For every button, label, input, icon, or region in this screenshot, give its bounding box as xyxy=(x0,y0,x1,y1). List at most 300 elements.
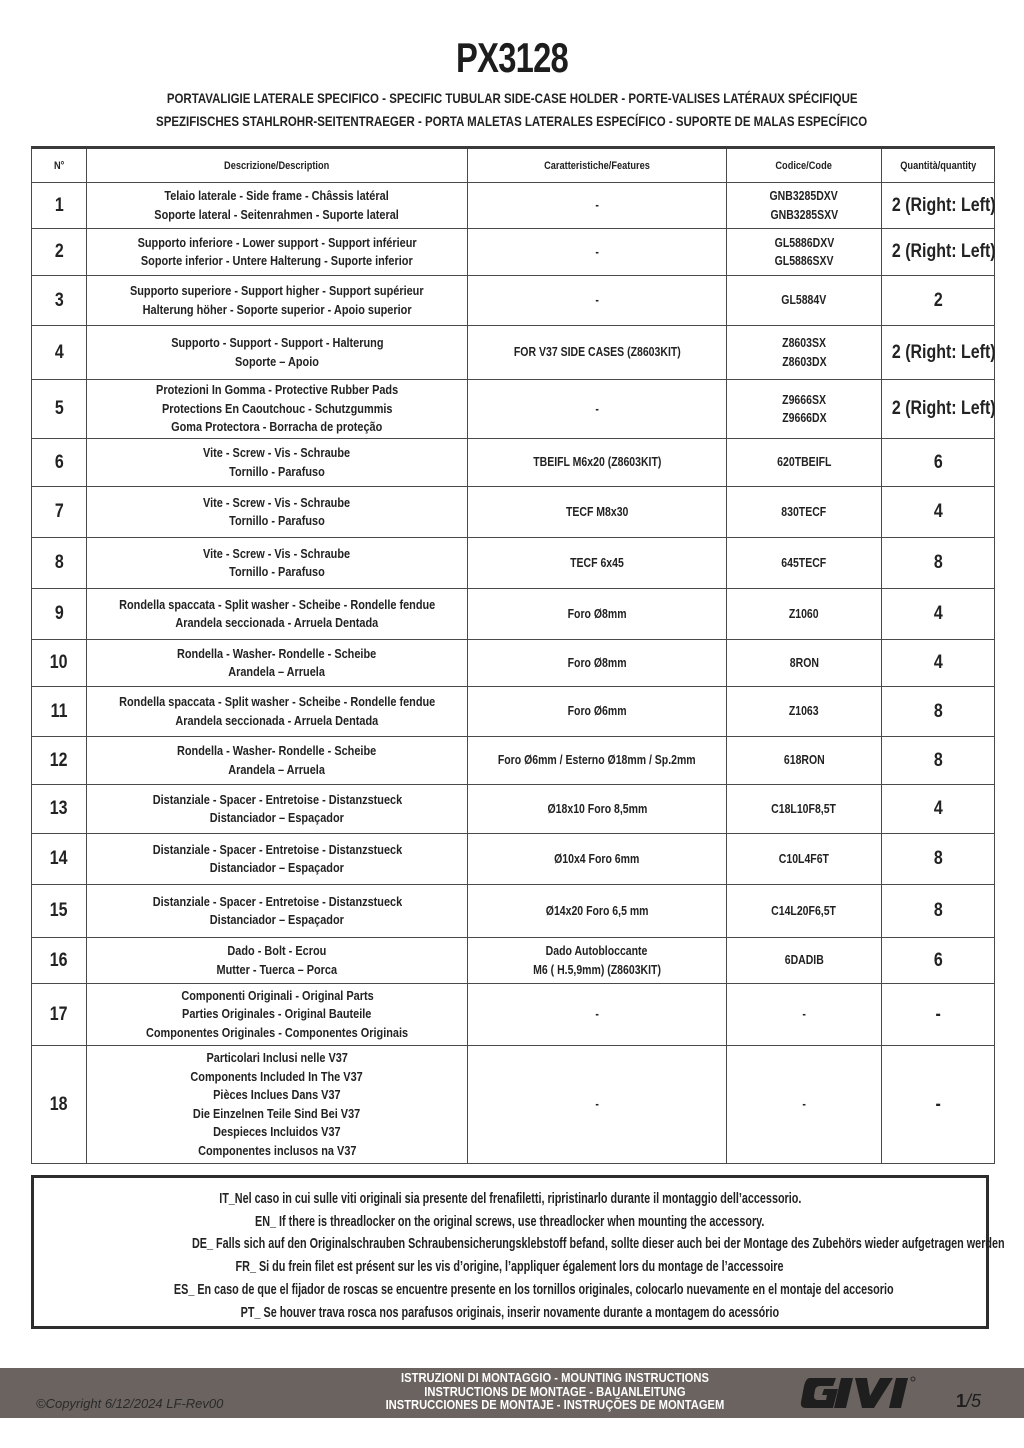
cell-quantity xyxy=(882,380,995,439)
cell-number xyxy=(32,1046,87,1164)
description-text: Vite - Screw - Vis - Schraube xyxy=(203,545,351,561)
features-text: Foro Ø6mm / Esterno Ø18mm / Sp.2mm xyxy=(498,753,696,768)
page-current: 1 xyxy=(956,1391,967,1411)
cell-description xyxy=(87,640,468,687)
description-text: Distanciador – Espaçador xyxy=(209,912,345,927)
table-row xyxy=(32,276,995,326)
cell-code xyxy=(727,1046,882,1164)
parts-table-body xyxy=(32,183,995,1164)
description-text: Halterung höher - Soporte superior - Apoio superior xyxy=(142,301,412,317)
cell-features xyxy=(468,785,727,834)
cell-quantity xyxy=(882,938,995,984)
subtitle-line-1 xyxy=(0,89,1024,107)
table-row xyxy=(32,538,995,589)
code-text: Z8603DX xyxy=(781,354,827,369)
description-line xyxy=(87,1105,467,1124)
cell-number xyxy=(32,737,87,785)
cell-quantity xyxy=(882,276,995,326)
description-text: Componenti Originali - Original Parts xyxy=(180,987,374,1003)
cell-number xyxy=(32,785,87,834)
description-line xyxy=(87,563,467,582)
code-line xyxy=(727,605,881,624)
features-text: - xyxy=(595,1007,599,1022)
table-row xyxy=(32,938,995,984)
cell-quantity xyxy=(882,326,995,380)
cell-description xyxy=(87,380,468,439)
features-text: Dado Autobloccante xyxy=(546,944,648,958)
features-line xyxy=(468,654,726,673)
features-line xyxy=(468,1005,726,1024)
description-line xyxy=(87,353,467,372)
cell-features xyxy=(468,938,727,984)
code-text: GNB3285DXV xyxy=(769,189,839,203)
description-line xyxy=(87,1024,467,1043)
description-line xyxy=(87,1142,467,1161)
document-title: PX3128 xyxy=(456,34,568,81)
features-line xyxy=(468,243,726,262)
cell-features xyxy=(468,589,727,640)
cell-quantity xyxy=(882,589,995,640)
item-number: 7 xyxy=(54,501,64,522)
features-text: FOR V37 SIDE CASES (Z8603KIT) xyxy=(513,345,681,360)
description-text: Components Included In The V37 xyxy=(190,1068,364,1084)
cell-description xyxy=(87,687,468,737)
description-line xyxy=(87,712,467,731)
description-text: Goma Protectora - Borracha de proteção xyxy=(171,419,383,435)
description-line xyxy=(87,911,467,930)
features-line xyxy=(468,291,726,310)
instructions-line-1 xyxy=(340,1371,770,1385)
code-text: Z9666DX xyxy=(781,411,827,425)
note-pt-text: PT_ Se houver trava rosca nos parafusos originais, inserir novamente durante a montagem do acessório xyxy=(240,1303,780,1321)
description-line xyxy=(87,742,467,761)
description-text: Rondella - Washer- Rondelle - Scheibe xyxy=(177,645,377,661)
description-line xyxy=(87,1086,467,1105)
code-line xyxy=(727,800,881,819)
description-line xyxy=(87,252,467,271)
cell-description xyxy=(87,183,468,229)
cell-quantity xyxy=(882,785,995,834)
header-code xyxy=(727,148,882,183)
quantity: 8 xyxy=(933,700,943,722)
features-line xyxy=(468,902,726,921)
cell-features xyxy=(468,183,727,229)
description-line xyxy=(87,791,467,810)
description-text: Parties Originales - Original Bauteile xyxy=(182,1006,372,1022)
cell-features xyxy=(468,687,727,737)
description-text: Rondella spaccata - Split washer - Scheibe - Rondelle fendue xyxy=(118,596,436,612)
features-text: Foro Ø8mm xyxy=(567,655,627,670)
item-number: 18 xyxy=(50,1093,68,1115)
table-row xyxy=(32,326,995,380)
subtitle-line-2 xyxy=(0,112,1024,130)
page-number xyxy=(956,1391,981,1412)
cell-features xyxy=(468,640,727,687)
code-line xyxy=(727,751,881,770)
code-text: Z1060 xyxy=(789,606,819,621)
code-line xyxy=(727,252,881,271)
features-line xyxy=(468,850,726,869)
features-text: M6 ( H.5,9mm) (Z8603KIT) xyxy=(533,962,661,977)
cell-code xyxy=(727,276,882,326)
description-line xyxy=(87,859,467,878)
cell-number xyxy=(32,687,87,737)
table-row xyxy=(32,984,995,1046)
cell-description xyxy=(87,589,468,640)
cell-features xyxy=(468,737,727,785)
code-text: 830TECF xyxy=(781,504,827,519)
features-line xyxy=(468,751,726,770)
header-features xyxy=(468,148,727,183)
description-line xyxy=(87,961,467,980)
features-text: TECF 6x45 xyxy=(570,555,624,570)
code-line xyxy=(727,206,881,225)
description-text: Supporto superiore - Support higher - Support supérieur xyxy=(130,283,424,298)
cell-quantity xyxy=(882,687,995,737)
cell-description xyxy=(87,834,468,885)
code-text: GNB3285SXV xyxy=(770,207,838,222)
item-number: 15 xyxy=(50,900,68,921)
givi-logo-icon xyxy=(800,1374,918,1410)
table-row xyxy=(32,885,995,938)
features-text: Foro Ø8mm xyxy=(567,606,627,621)
cell-features xyxy=(468,984,727,1046)
cell-code xyxy=(727,687,882,737)
footer-bar xyxy=(0,1368,1024,1418)
cell-description xyxy=(87,785,468,834)
features-line xyxy=(468,702,726,721)
description-text: Rondella - Washer- Rondelle - Scheibe xyxy=(177,743,377,758)
features-text: Ø18x10 Foro 8,5mm xyxy=(547,801,647,816)
description-line xyxy=(87,282,467,301)
quantity: 8 xyxy=(933,552,943,573)
cell-code xyxy=(727,229,882,276)
item-number: 8 xyxy=(54,552,64,573)
description-text: Componentes Originales - Componentes Originais xyxy=(145,1024,409,1040)
table-row xyxy=(32,380,995,439)
table-row xyxy=(32,487,995,538)
cell-number xyxy=(32,538,87,589)
description-text: Distanziale - Spacer - Entretoise - Distanzstueck xyxy=(152,893,402,909)
description-text: Supporto inferiore - Lower support - Support inférieur xyxy=(137,234,417,250)
item-number: 12 xyxy=(50,749,68,771)
cell-number xyxy=(32,487,87,538)
table-row xyxy=(32,785,995,834)
description-line xyxy=(87,893,467,912)
cell-code xyxy=(727,326,882,380)
code-text: - xyxy=(802,1097,806,1112)
cell-code xyxy=(727,984,882,1046)
table-row xyxy=(32,183,995,229)
description-text: Pièces Inclues Dans V37 xyxy=(213,1087,341,1102)
features-line xyxy=(468,453,726,472)
quantity: 4 xyxy=(933,652,943,673)
table-row xyxy=(32,687,995,737)
note-it xyxy=(34,1188,986,1211)
item-number: 10 xyxy=(50,652,68,673)
code-line xyxy=(727,334,881,353)
item-number: 11 xyxy=(50,700,68,722)
description-line xyxy=(87,444,467,463)
quantity: 8 xyxy=(933,900,943,921)
description-text: Distanziale - Spacer - Entretoise - Distanzstueck xyxy=(152,791,402,807)
item-number: 17 xyxy=(50,1003,68,1025)
description-line xyxy=(87,1049,467,1068)
instructions-line-3 xyxy=(340,1398,770,1412)
cell-quantity xyxy=(882,487,995,538)
cell-code xyxy=(727,640,882,687)
description-line xyxy=(87,512,467,531)
quantity: 2 (Right: Left) xyxy=(891,241,996,262)
table-row xyxy=(32,589,995,640)
cell-number xyxy=(32,229,87,276)
cell-description xyxy=(87,487,468,538)
instructions-line-2 xyxy=(340,1385,770,1399)
code-text: Z9666SX xyxy=(782,392,826,407)
quantity: 2 (Right: Left) xyxy=(891,194,996,216)
item-number: 4 xyxy=(54,341,64,363)
cell-quantity xyxy=(882,538,995,589)
quantity: - xyxy=(935,1093,941,1115)
note-pt xyxy=(34,1302,986,1325)
description-line xyxy=(87,206,467,225)
cell-code xyxy=(727,589,882,640)
cell-features xyxy=(468,439,727,487)
description-line xyxy=(87,987,467,1006)
code-line xyxy=(727,234,881,253)
features-text: - xyxy=(595,293,599,308)
code-line xyxy=(727,951,881,970)
code-text: 6DADIB xyxy=(784,953,824,968)
description-text: Distanciador – Espaçador xyxy=(209,810,345,825)
code-text: 620TBEIFL xyxy=(776,455,832,470)
cell-features xyxy=(468,1046,727,1164)
code-text: C18L10F8,5T xyxy=(771,801,837,816)
code-text: GL5884V xyxy=(781,293,827,308)
note-en-text: EN_ If there is threadlocker on the original screws, use threadlocker when mounting the accessory. xyxy=(255,1212,765,1230)
description-text: Tornillo - Parafuso xyxy=(229,463,325,479)
description-line xyxy=(87,663,467,682)
code-text: - xyxy=(802,1007,806,1022)
description-line xyxy=(87,942,467,961)
cell-code xyxy=(727,737,882,785)
note-it-text: IT_Nel caso in cui sulle viti originali sia presente del frenafiletti, ripristinarlo durante il montaggio dell’accessorio. xyxy=(218,1190,802,1207)
cell-features xyxy=(468,380,727,439)
cell-number xyxy=(32,439,87,487)
item-number: 14 xyxy=(50,848,68,869)
code-text: C10L4F6T xyxy=(778,851,830,866)
note-fr-text: FR_ Si du frein filet est présent sur les vis d’origine, l’appliquer également lors du montage de l’accessoire xyxy=(236,1258,784,1276)
cell-features xyxy=(468,276,727,326)
description-line xyxy=(87,334,467,353)
description-text: Soporte – Apoio xyxy=(235,353,319,369)
features-line xyxy=(468,196,726,215)
description-line xyxy=(87,301,467,320)
description-line xyxy=(87,494,467,513)
cell-quantity xyxy=(882,885,995,938)
code-line xyxy=(727,902,881,921)
item-number: 1 xyxy=(54,194,64,216)
code-line xyxy=(727,409,881,428)
page-total: /5 xyxy=(966,1391,982,1411)
cell-quantity xyxy=(882,1046,995,1164)
description-text: Telaio laterale - Side frame - Châssis latéral xyxy=(164,188,390,203)
cell-description xyxy=(87,737,468,785)
code-text: Z1063 xyxy=(789,704,819,719)
quantity: 8 xyxy=(933,749,943,771)
description-line xyxy=(87,614,467,633)
description-text: Arandela – Arruela xyxy=(228,761,326,777)
cell-description xyxy=(87,276,468,326)
code-text: 8RON xyxy=(789,655,819,670)
code-text: Z8603SX xyxy=(782,336,826,350)
cell-number xyxy=(32,885,87,938)
description-line xyxy=(87,693,467,712)
code-text: GL5886DXV xyxy=(774,235,834,250)
cell-quantity xyxy=(882,229,995,276)
item-number: 3 xyxy=(54,289,64,311)
features-text: - xyxy=(595,401,599,416)
description-line xyxy=(87,596,467,615)
quantity: 6 xyxy=(933,949,943,971)
features-line xyxy=(468,605,726,624)
description-line xyxy=(87,400,467,419)
description-text: Distanciador – Espaçador xyxy=(209,860,345,875)
cell-number xyxy=(32,589,87,640)
cell-description xyxy=(87,885,468,938)
description-text: Die Einzelnen Teile Sind Bei V37 xyxy=(193,1105,361,1121)
description-text: Dado - Bolt - Ecrou xyxy=(227,943,327,958)
subtitle-line-2-text: SPEZIFISCHES STAHLROHR-SEITENTRAEGER - PORTA MALETAS LATERALES ESPECÍFICO - SUPORTE DE MALAS ESPECÍFICO xyxy=(156,113,868,129)
code-text: 618RON xyxy=(783,753,825,768)
header-code-text: Codice/Code xyxy=(775,159,833,172)
features-text: - xyxy=(595,1097,599,1112)
description-line xyxy=(87,187,467,206)
quantity: - xyxy=(935,1003,941,1025)
quantity: 2 (Right: Left) xyxy=(891,341,996,363)
features-text: - xyxy=(595,244,599,259)
features-text: TECF M8x30 xyxy=(565,504,629,519)
cell-number xyxy=(32,984,87,1046)
description-text: Mutter - Tuerca – Porca xyxy=(216,961,338,977)
description-text: Arandela seccionada - Arruela Dentada xyxy=(175,615,379,630)
quantity: 8 xyxy=(933,848,943,869)
description-text: Vite - Screw - Vis - Schraube xyxy=(203,494,351,510)
code-line xyxy=(727,1005,881,1024)
description-line xyxy=(87,1068,467,1087)
table-row xyxy=(32,229,995,276)
subtitle-line-1-text: PORTAVALIGIE LATERALE SPECIFICO - SPECIFIC TUBULAR SIDE-CASE HOLDER - PORTE-VALISES LATÉRAUX SPÉCIFIQUE xyxy=(166,90,858,106)
code-text: 645TECF xyxy=(781,555,827,570)
cell-description xyxy=(87,538,468,589)
features-text: TBEIFL M6x20 (Z8603KIT) xyxy=(532,455,662,470)
instructions-line-2-text: INSTRUCTIONS DE MONTAGE - BAUANLEITUNG xyxy=(424,1383,686,1399)
header-description-text: Descrizione/Description xyxy=(224,159,330,172)
features-text: Foro Ø6mm xyxy=(567,704,627,719)
copyright: ©Copyright 6/12/2024 LF-Rev00 xyxy=(36,1396,224,1411)
table-row xyxy=(32,737,995,785)
code-text: GL5886SXV xyxy=(774,254,834,268)
description-line xyxy=(87,841,467,860)
code-line xyxy=(727,1095,881,1114)
note-de xyxy=(34,1233,1005,1256)
cell-code xyxy=(727,885,882,938)
features-line xyxy=(468,800,726,819)
header-features-text: Caratteristiche/Features xyxy=(544,159,650,172)
code-line xyxy=(727,503,881,522)
cell-description xyxy=(87,984,468,1046)
cell-features xyxy=(468,326,727,380)
code-line xyxy=(727,654,881,673)
description-text: Vite - Screw - Vis - Schraube xyxy=(203,445,351,460)
table-row xyxy=(32,640,995,687)
features-line xyxy=(468,942,726,961)
parts-table xyxy=(31,146,995,1164)
cell-number xyxy=(32,276,87,326)
cell-features xyxy=(468,885,727,938)
note-de-text: DE_ Falls sich auf den Originalschrauben Schraubensicherungsklebstoff befand, sollte dieser auch bei der Montage des Zubehörs wieder aufgetragen werden xyxy=(192,1235,1005,1253)
item-number: 9 xyxy=(54,603,64,624)
item-number: 13 xyxy=(50,798,68,819)
cell-code xyxy=(727,834,882,885)
cell-number xyxy=(32,834,87,885)
item-number: 2 xyxy=(54,241,64,262)
note-es-text: ES_ En caso de que el fijador de roscas se encuentre presente en los tornillos originales, colocarlo nuevamente en el montaje del accesorio xyxy=(173,1280,894,1298)
cell-code xyxy=(727,538,882,589)
cell-number xyxy=(32,326,87,380)
cell-quantity xyxy=(882,834,995,885)
cell-number xyxy=(32,640,87,687)
description-line xyxy=(87,645,467,664)
table-row xyxy=(32,834,995,885)
cell-code xyxy=(727,183,882,229)
instructions-line-3-text: INSTRUCCIONES DE MONTAJE - INSTRUÇÕES DE MONTAGEM xyxy=(385,1397,725,1412)
description-line xyxy=(87,545,467,564)
quantity: 4 xyxy=(933,501,943,522)
description-line xyxy=(87,418,467,437)
header-description xyxy=(87,148,468,183)
cell-quantity xyxy=(882,640,995,687)
description-line xyxy=(87,1123,467,1142)
features-line xyxy=(468,961,726,980)
description-text: Protezioni In Gomma - Protective Rubber Pads xyxy=(155,382,399,398)
description-text: Protections En Caoutchouc - Schutzgummis xyxy=(161,400,393,416)
code-line xyxy=(727,391,881,410)
features-line xyxy=(468,503,726,522)
header-quantity xyxy=(882,148,995,183)
header-quantity-text: Quantità/quantity xyxy=(900,159,976,172)
description-line xyxy=(87,1005,467,1024)
description-text: Rondella spaccata - Split washer - Scheibe - Rondelle fendue xyxy=(118,694,436,709)
code-line xyxy=(727,291,881,310)
cell-code xyxy=(727,439,882,487)
quantity: 4 xyxy=(933,798,943,819)
quantity: 2 (Right: Left) xyxy=(891,398,996,419)
code-line xyxy=(727,453,881,472)
features-text: Ø10x4 Foro 6mm xyxy=(554,851,640,866)
cell-description xyxy=(87,938,468,984)
description-text: Supporto - Support - Support - Halterung xyxy=(170,335,384,350)
cell-code xyxy=(727,380,882,439)
table-header-row xyxy=(32,148,995,183)
cell-code xyxy=(727,785,882,834)
features-text: Ø14x20 Foro 6,5 mm xyxy=(545,903,649,918)
description-text: Distanziale - Spacer - Entretoise - Distanzstueck xyxy=(152,841,402,857)
description-text: Tornillo - Parafuso xyxy=(229,513,325,528)
code-line xyxy=(727,702,881,721)
description-line xyxy=(87,809,467,828)
cell-code xyxy=(727,938,882,984)
